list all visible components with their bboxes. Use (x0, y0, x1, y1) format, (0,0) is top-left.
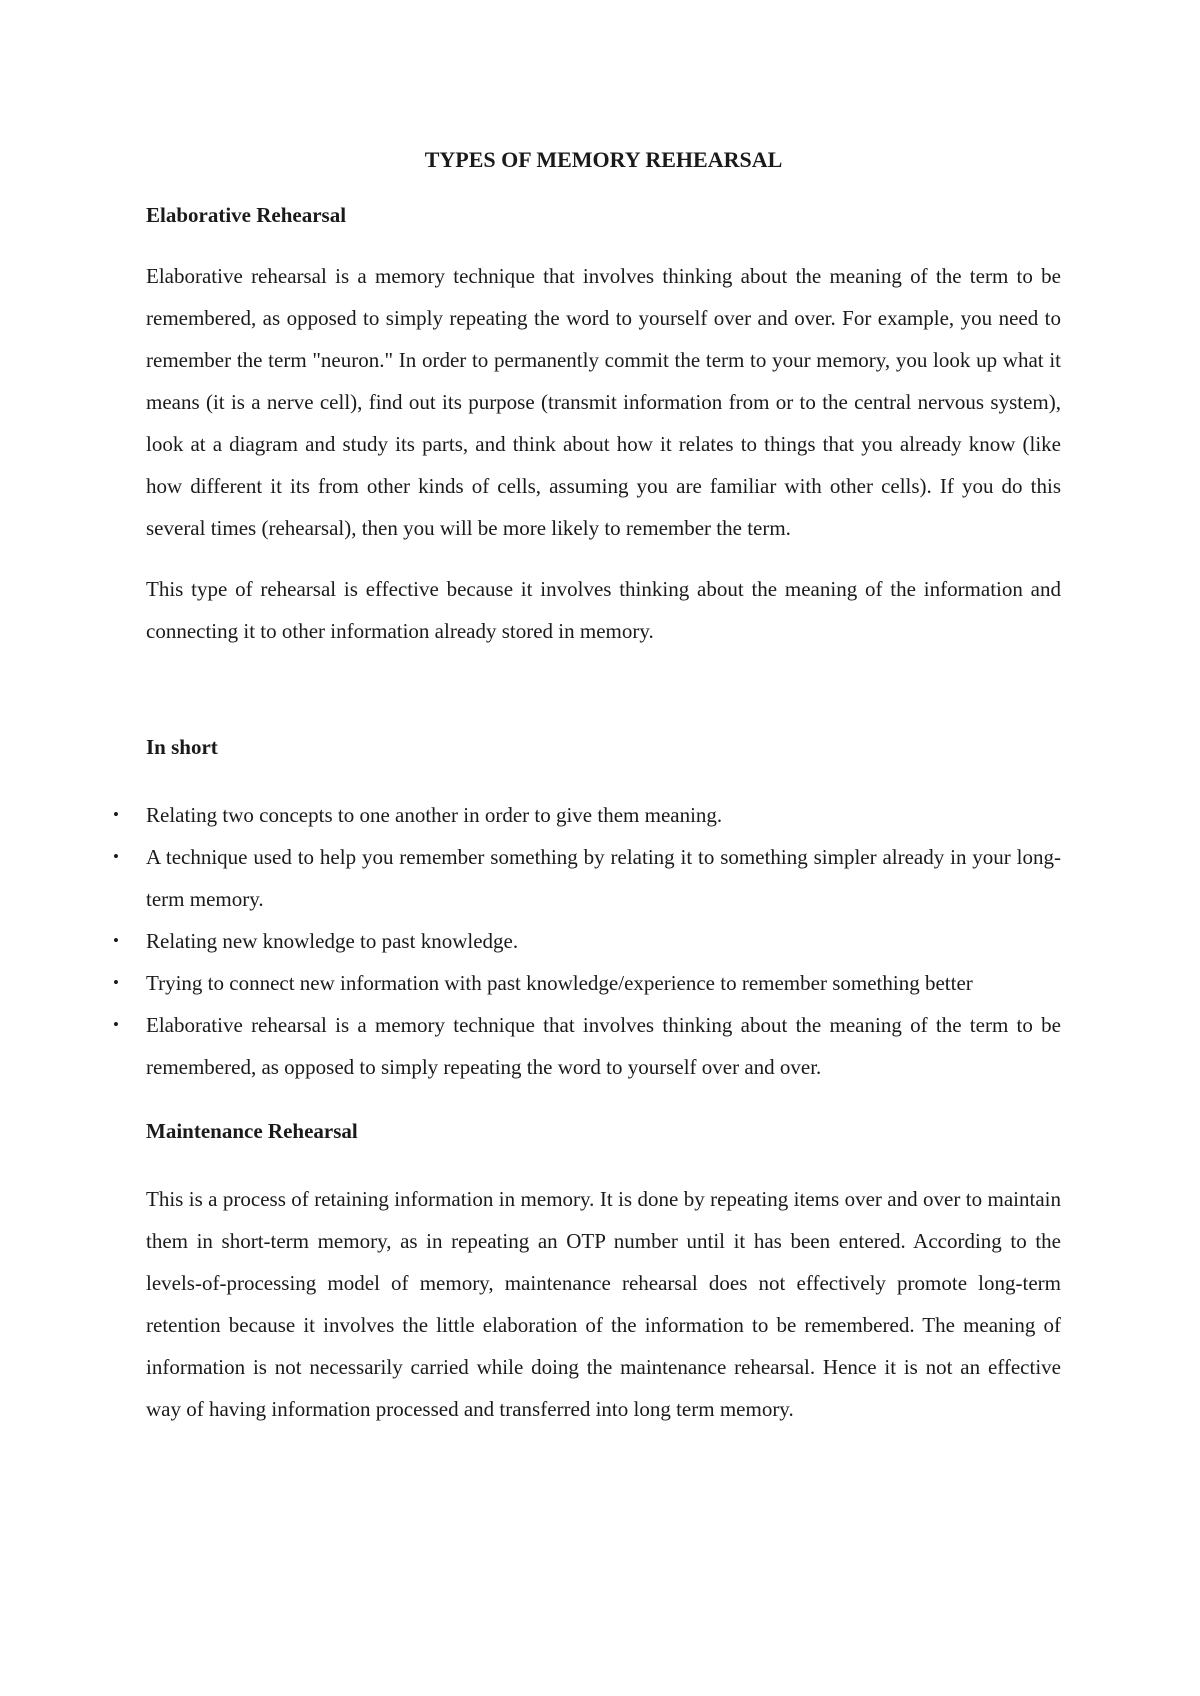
bullet-icon: • (113, 931, 119, 950)
list-item (113, 920, 1061, 962)
in-short-heading: In short (146, 735, 218, 759)
maintenance-paragraph: This is a process of retaining information in memory. It is done by repeating items over and over to maintain them in short-term memory, as in repeating an OTP number until it has been entered. According to the levels-of-processing model of memory, maintenance rehearsal does not effectively promote long-term retention because it involves the little elaboration of the information to be remembered. The meaning of information is not necessarily carried while doing the maintenance rehearsal. Hence it is not an effective way of having information processed and transferred into long term memory. (146, 1187, 1061, 1421)
document-title: TYPES OF MEMORY REHEARSAL (424, 147, 783, 172)
list-item-text: Elaborative rehearsal is a memory technique that involves thinking about the meaning of the term to be remembered, as opposed to simply repeating the word to yourself over and over. (146, 1013, 1061, 1079)
elaborative-paragraph-1: Elaborative rehearsal is a memory technique that involves thinking about the meaning of the term to be remembered, as opposed to simply repeating the word to yourself over and over. For example, you need to remember the term "neuron." In order to permanently commit the term to your memory, you look up what it means (it is a nerve cell), find out its purpose (transmit information from or to the central nervous system), look at a diagram and study its parts, and think about how it relates to things that you already know (like how different it its from other kinds of cells, assuming you are familiar with other cells). If you do this several times (rehearsal), then you will be more likely to remember the term. (146, 264, 1061, 540)
in-short-bullet-list (113, 794, 1061, 1088)
elaborative-rehearsal-heading: Elaborative Rehearsal (146, 203, 347, 227)
bullet-icon: • (113, 805, 119, 824)
list-item (113, 962, 1061, 1004)
list-item (113, 794, 1061, 836)
list-item (113, 1004, 1061, 1088)
list-item (113, 836, 1061, 920)
list-item-text: Relating two concepts to one another in order to give them meaning. (146, 803, 723, 827)
bullet-icon: • (113, 847, 119, 866)
list-item-text: Relating new knowledge to past knowledge. (146, 929, 519, 953)
elaborative-paragraph-2: This type of rehearsal is effective because it involves thinking about the meaning of the information and connecting it to other information already stored in memory. (146, 577, 1061, 643)
bullet-icon: • (113, 973, 119, 992)
document-content (113, 140, 1061, 1430)
maintenance-rehearsal-heading: Maintenance Rehearsal (146, 1119, 358, 1143)
bullet-icon: • (113, 1015, 119, 1034)
list-item-text: A technique used to help you remember something by relating it to something simpler already in your long-term memory. (146, 845, 1061, 911)
list-item-text: Trying to connect new information with past knowledge/experience to remember something better (146, 971, 973, 995)
